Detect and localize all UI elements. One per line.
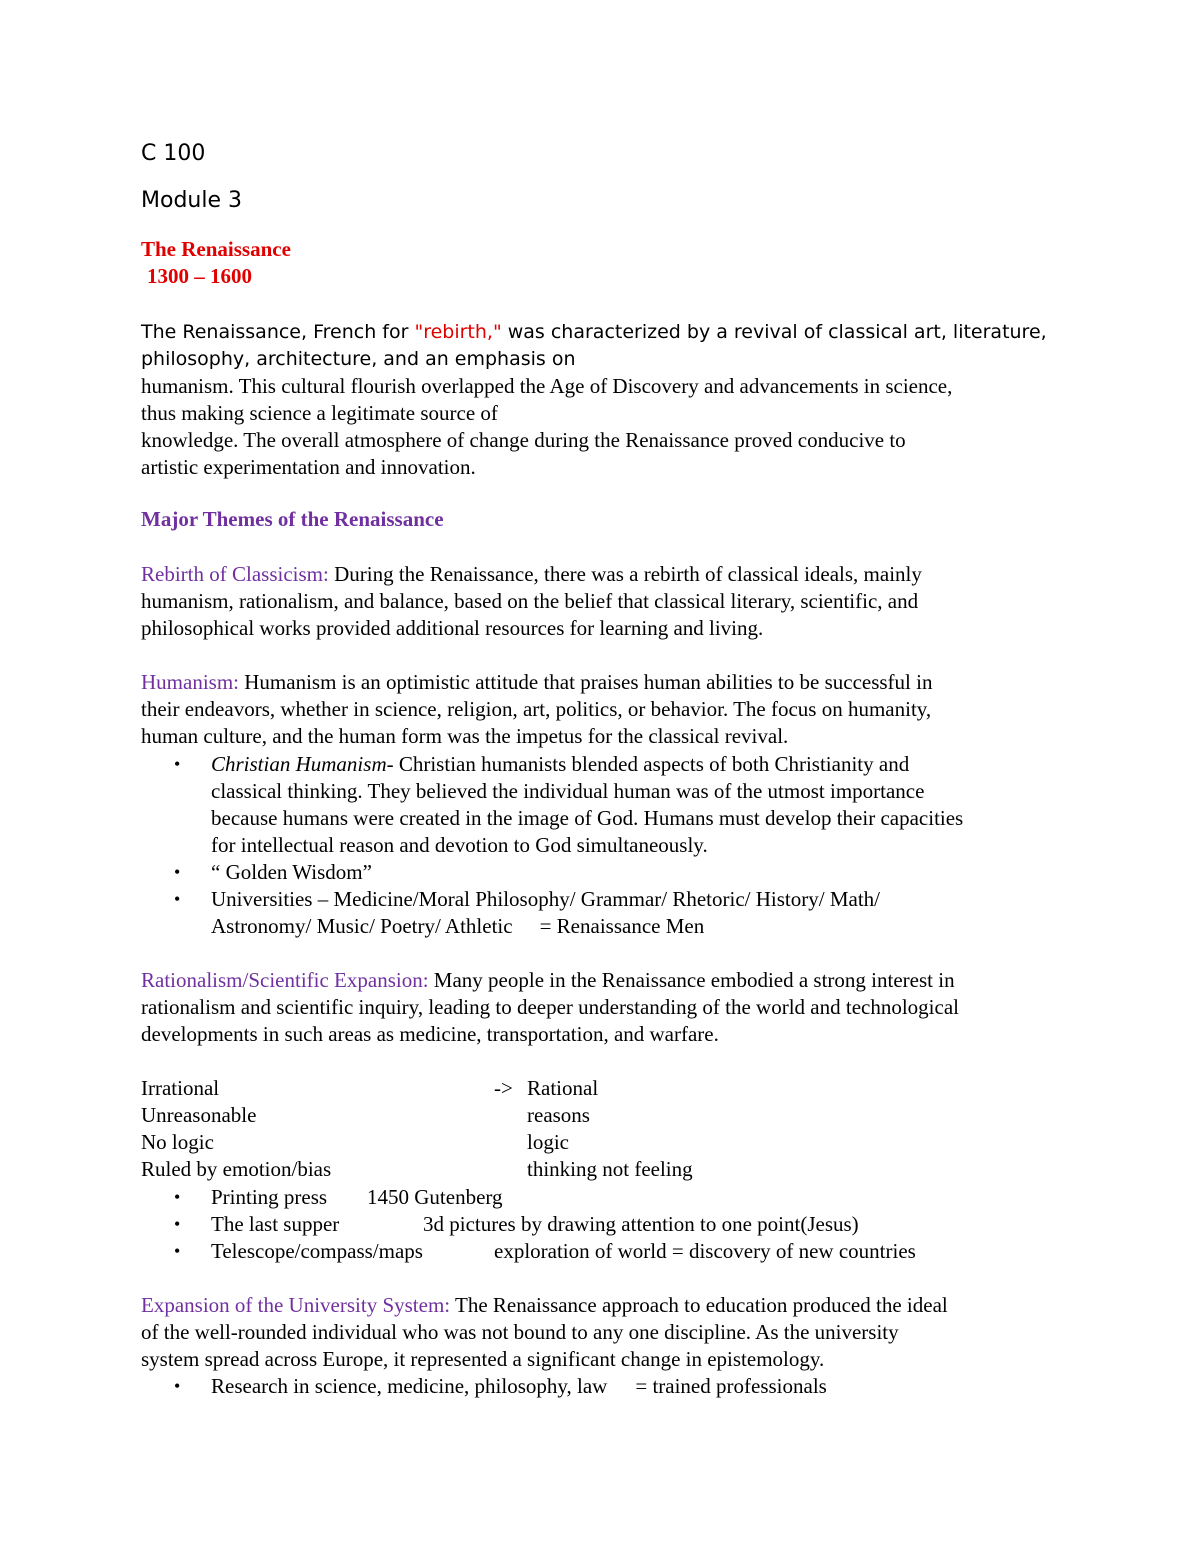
intro-text-segment: was characterized by a revival of classical art, literature, bbox=[501, 321, 1047, 343]
university-line-1 bbox=[141, 1292, 1071, 1319]
university-text-segment: The Renaissance approach to education produced the ideal bbox=[450, 1293, 948, 1317]
bullet-line bbox=[211, 1238, 1081, 1265]
list-item bbox=[141, 1238, 1081, 1265]
humanism-line-3: human culture, and the human form was the impetus for the classical revival. bbox=[141, 724, 789, 748]
page-title: The Renaissance bbox=[141, 237, 291, 261]
bullet-text-segment: - Christian humanists blended aspects of both Christianity and bbox=[386, 752, 910, 776]
intro-line-3: humanism. This cultural flourish overlapped the Age of Discovery and advancements in science, bbox=[141, 374, 953, 398]
contrast-left: Irrational bbox=[141, 1076, 220, 1100]
contrast-right: reasons bbox=[527, 1103, 590, 1127]
bullet-icon: • bbox=[174, 1241, 181, 1261]
invention-detail: 3d pictures by drawing attention to one point(Jesus) bbox=[423, 1212, 859, 1236]
humanism-line-1 bbox=[141, 669, 1071, 696]
rationalism-line-1 bbox=[141, 967, 1071, 994]
university-line-2: of the well-rounded individual who was not bound to any one discipline. As the university bbox=[141, 1320, 899, 1344]
contrast-left: No logic bbox=[141, 1130, 214, 1154]
rationalism-text-segment: Many people in the Renaissance embodied a strong interest in bbox=[428, 968, 955, 992]
university-line-3: system spread across Europe, it represented a significant change in epistemology. bbox=[141, 1347, 825, 1371]
invention-detail: 1450 Gutenberg bbox=[367, 1185, 503, 1209]
rationalism-line-2: rationalism and scientific inquiry, leading to deeper understanding of the world and technological bbox=[141, 995, 959, 1019]
classicism-label: Rebirth of Classicism: bbox=[141, 562, 329, 586]
bullet-line: for intellectual reason and devotion to God simultaneously. bbox=[211, 833, 708, 857]
rationalism-paragraph bbox=[141, 967, 1071, 1048]
university-paragraph bbox=[141, 1292, 1071, 1373]
list-item bbox=[141, 886, 1081, 940]
rebirth-term: "rebirth," bbox=[414, 321, 502, 343]
bullet-line: classical thinking. They believed the individual human was of the utmost importance bbox=[211, 779, 925, 803]
arrow-icon: -> bbox=[494, 1076, 513, 1100]
list-item bbox=[141, 1373, 1081, 1400]
university-label: Expansion of the University System: bbox=[141, 1293, 451, 1317]
inventions-bullet-list bbox=[141, 1184, 1081, 1265]
classicism-text-segment: During the Renaissance, there was a rebirth of classical ideals, mainly bbox=[328, 562, 922, 586]
intro-line-2: philosophy, architecture, and an emphasis on bbox=[141, 348, 576, 370]
contrast-right: logic bbox=[527, 1130, 569, 1154]
bullet-icon: • bbox=[174, 1376, 181, 1396]
list-item bbox=[141, 1184, 1081, 1211]
list-item bbox=[141, 751, 1081, 859]
bullet-line bbox=[211, 1184, 1081, 1211]
humanism-text-segment: Humanism is an optimistic attitude that praises human abilities to be successful in bbox=[239, 670, 933, 694]
classicism-line-2: humanism, rationalism, and balance, based on the belief that classical literary, scientific, and bbox=[141, 589, 919, 613]
trained-professionals-result: = trained professionals bbox=[635, 1374, 827, 1398]
classicism-paragraph bbox=[141, 561, 1071, 642]
list-item bbox=[141, 1211, 1081, 1238]
intro-line-6: artistic experimentation and innovation. bbox=[141, 455, 476, 479]
bullet-line bbox=[211, 751, 1081, 778]
bullet-line: “ Golden Wisdom” bbox=[211, 860, 372, 884]
humanism-label: Humanism: bbox=[141, 670, 239, 694]
bullet-icon: • bbox=[174, 862, 181, 882]
intro-line-5: knowledge. The overall atmosphere of change during the Renaissance proved conducive to bbox=[141, 428, 906, 452]
renaissance-men-result: = Renaissance Men bbox=[539, 914, 705, 938]
rationalism-label: Rationalism/Scientific Expansion: bbox=[141, 968, 429, 992]
module-number: Module 3 bbox=[141, 188, 242, 213]
list-item bbox=[141, 859, 1081, 886]
bullet-icon: • bbox=[174, 754, 181, 774]
date-range: 1300 – 1600 bbox=[147, 264, 252, 288]
humanism-paragraph bbox=[141, 669, 1071, 750]
contrast-right: Rational bbox=[527, 1076, 599, 1100]
humanism-bullet-list bbox=[141, 751, 1081, 940]
contrast-right: thinking not feeling bbox=[527, 1157, 693, 1181]
rationalism-line-3: developments in such areas as medicine, transportation, and warfare. bbox=[141, 1022, 719, 1046]
invention-name: The last supper bbox=[211, 1212, 340, 1236]
intro-paragraph bbox=[141, 318, 1071, 481]
contrast-left: Ruled by emotion/bias bbox=[141, 1157, 332, 1181]
contrast-left: Unreasonable bbox=[141, 1103, 257, 1127]
bullet-icon: • bbox=[174, 1187, 181, 1207]
bullet-line bbox=[211, 1373, 1081, 1400]
bullet-line bbox=[211, 1211, 1081, 1238]
invention-name: Printing press bbox=[211, 1185, 328, 1209]
course-code: C 100 bbox=[141, 141, 206, 166]
invention-detail: exploration of world = discovery of new countries bbox=[494, 1239, 916, 1263]
humanism-line-2: their endeavors, whether in science, religion, art, politics, or behavior. The focus on humanity, bbox=[141, 697, 932, 721]
bullet-line bbox=[211, 913, 1081, 940]
intro-line-4: thus making science a legitimate source of bbox=[141, 401, 498, 425]
bullet-text-segment: Astronomy/ Music/ Poetry/ Athletic bbox=[211, 914, 513, 938]
christian-humanism-term: Christian Humanism bbox=[211, 752, 387, 776]
bullet-icon: • bbox=[174, 889, 181, 909]
classicism-line-3: philosophical works provided additional resources for learning and living. bbox=[141, 616, 764, 640]
section-heading-major-themes: Major Themes of the Renaissance bbox=[141, 507, 444, 531]
bullet-line: because humans were created in the image of God. Humans must develop their capacities bbox=[211, 806, 964, 830]
university-bullet-text: Research in science, medicine, philosophy, law bbox=[211, 1374, 608, 1398]
intro-line-1 bbox=[141, 318, 1071, 346]
bullet-icon: • bbox=[174, 1214, 181, 1234]
invention-name: Telescope/compass/maps bbox=[211, 1239, 423, 1263]
university-bullet-list bbox=[141, 1373, 1081, 1400]
classicism-line-1 bbox=[141, 561, 1071, 588]
bullet-line: Universities – Medicine/Moral Philosophy/ Grammar/ Rhetoric/ History/ Math/ bbox=[211, 887, 880, 911]
intro-text-segment: The Renaissance, French for bbox=[141, 321, 415, 343]
